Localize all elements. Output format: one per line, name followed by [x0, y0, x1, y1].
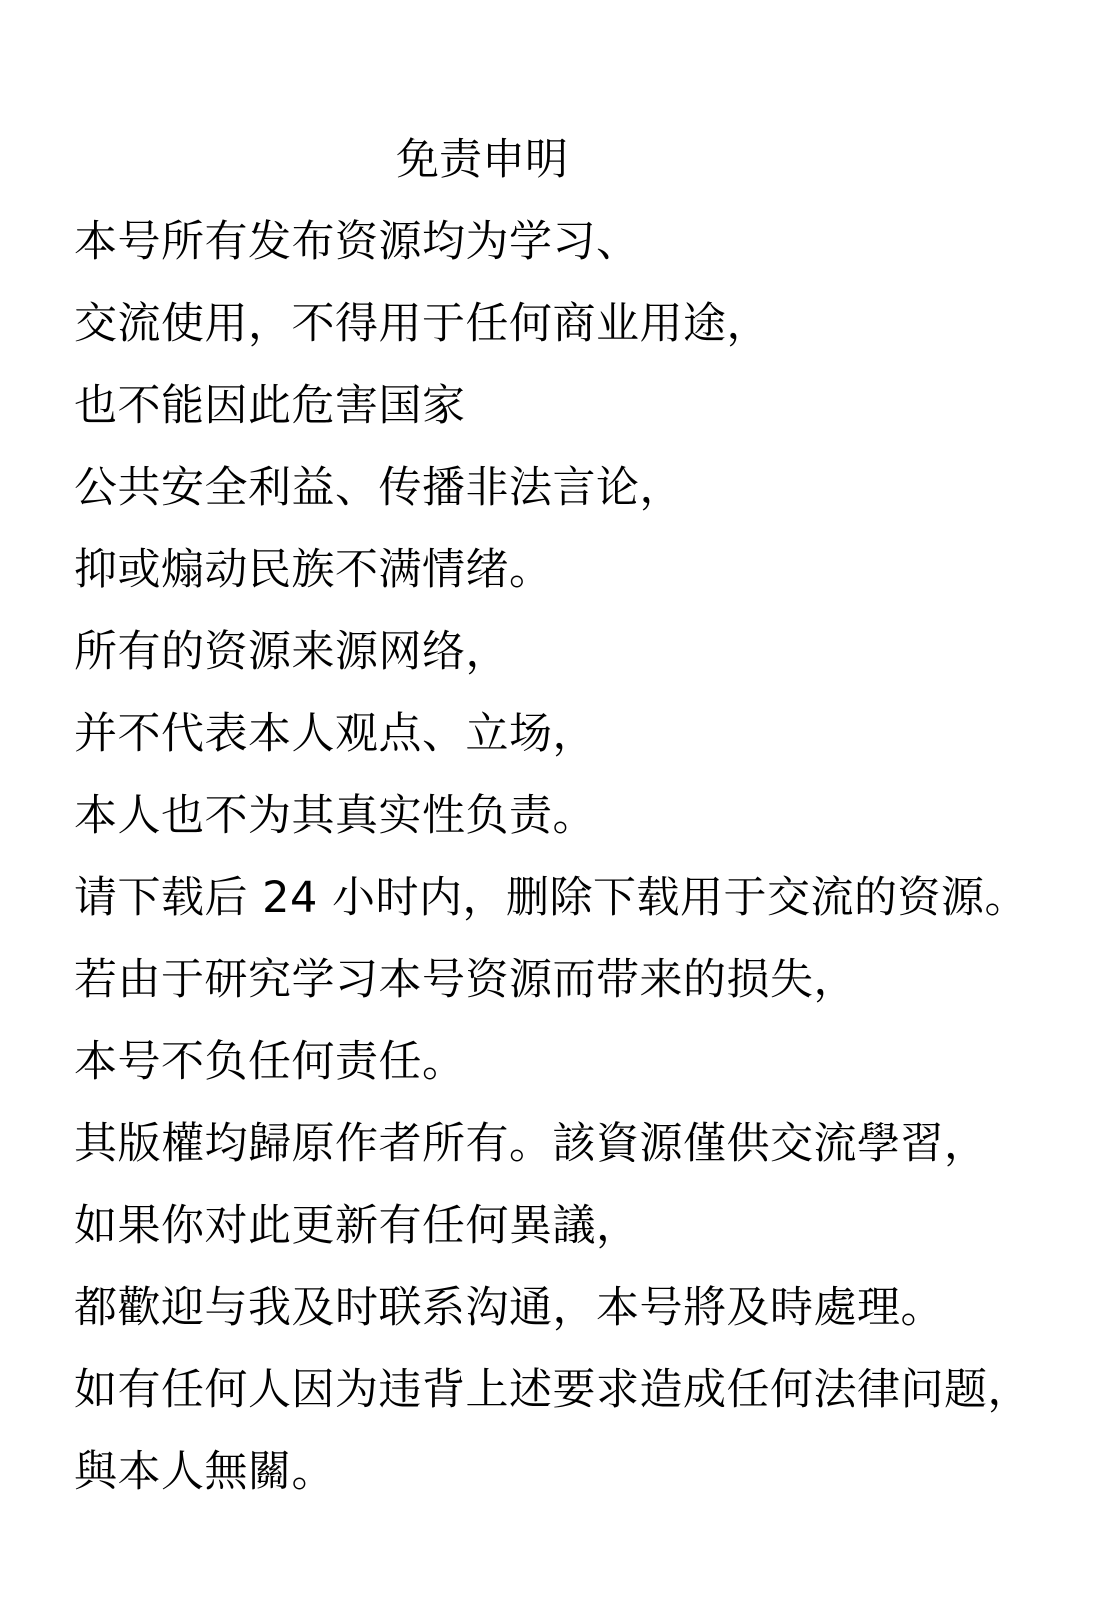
- disclaimer-body: [74, 212, 1031, 1524]
- disclaimer-line: 本号不负任何责任。: [74, 1037, 466, 1087]
- disclaimer-line: 抑或煽动民族不满情绪。: [74, 545, 553, 595]
- disclaimer-line: 都歡迎与我及时联系沟通，本号將及時處理。: [74, 1283, 944, 1333]
- disclaimer-line: 其版權均歸原作者所有。該資源僅供交流學習，: [74, 1119, 988, 1169]
- disclaimer-line: 并不代表本人观点、立场，: [74, 709, 596, 759]
- disclaimer-line: 若由于研究学习本号资源而带来的损失，: [74, 955, 857, 1005]
- disclaimer-line: 如有任何人因为违背上述要求造成任何法律问题，: [74, 1365, 1031, 1415]
- disclaimer-line: 本号所有发布资源均为学习、: [74, 217, 640, 267]
- disclaimer-line: 交流使用，不得用于任何商业用途，: [74, 299, 770, 349]
- disclaimer-line: 请下载后 24 小时内，删除下载用于交流的资源。: [74, 873, 1029, 923]
- disclaimer-line: 所有的资源来源网络，: [74, 627, 509, 677]
- disclaimer-line: 也不能因此危害国家: [74, 381, 466, 431]
- disclaimer-line: 如果你对此更新有任何異議，: [74, 1201, 640, 1251]
- disclaimer-line: 本人也不为其真实性负责。: [74, 791, 596, 841]
- disclaimer-line: 與本人無關。: [74, 1447, 335, 1497]
- document-title: 免责申明: [396, 135, 568, 185]
- disclaimer-line: 公共安全利益、传播非法言论，: [74, 463, 683, 513]
